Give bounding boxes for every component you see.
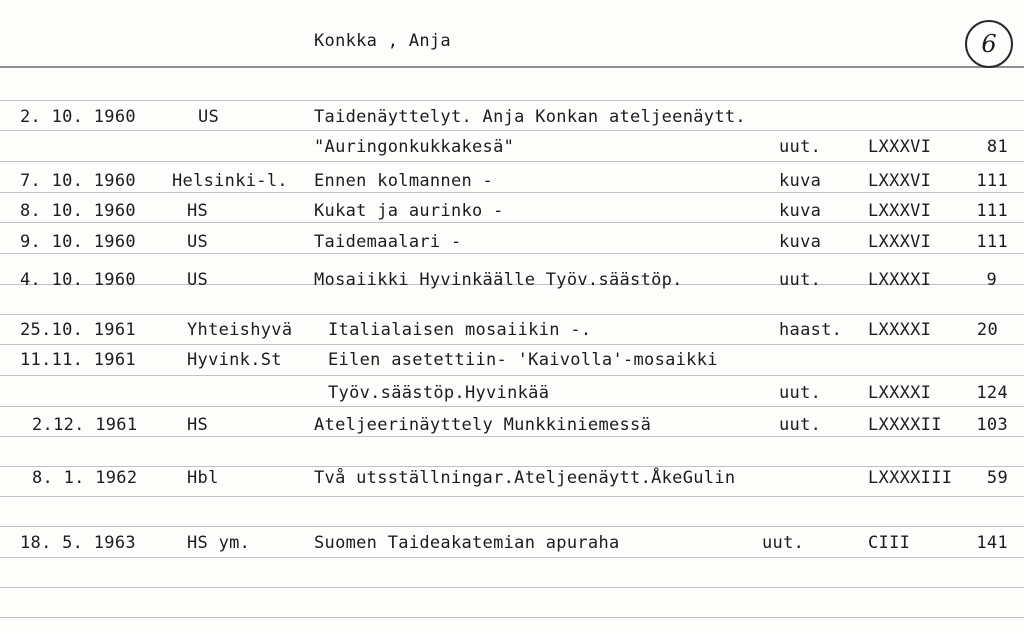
- entry-type: uut.: [779, 270, 822, 290]
- entry-page: 103: [976, 415, 1008, 435]
- entry-date: 2.12. 1961: [32, 415, 138, 435]
- ruled-line: [0, 587, 1024, 588]
- entry-date: 4. 10. 1960: [20, 270, 136, 290]
- person-name: Konkka , Anja: [314, 31, 451, 51]
- entry-date: 7. 10. 1960: [20, 171, 136, 191]
- ruled-line: [0, 375, 1024, 376]
- entry-date: 2. 10. 1960: [20, 107, 136, 127]
- entry-title: Mosaiikki Hyvinkäälle Työv.säästöp.: [314, 270, 683, 290]
- entry-volume: LXXXVI: [868, 201, 932, 221]
- entry-source: HS ym.: [187, 533, 251, 553]
- entry-source: Helsinki-l.: [172, 171, 288, 191]
- entry-volume: LXXXVI: [868, 232, 932, 252]
- card-number-circle: [965, 20, 1013, 68]
- entry-volume: LXXXXII: [868, 415, 942, 435]
- entry-page: 124: [976, 383, 1008, 403]
- entry-type: haast.: [779, 320, 843, 340]
- entry-date: 25.10. 1961: [20, 320, 136, 340]
- entry-title: Två utsställningar.Ateljeenäytt.ÅkeGulin: [314, 468, 736, 488]
- entry-page: 81: [986, 137, 1008, 157]
- entry-source: HS: [187, 201, 209, 221]
- entry-volume: LXXXXI: [868, 320, 932, 340]
- entry-title: Taidemaalari -: [314, 232, 462, 252]
- entry-volume: LXXXXIII: [868, 468, 953, 488]
- entry-volume: LXXXXI: [868, 383, 932, 403]
- ruled-line: [0, 526, 1024, 527]
- entry-source: US: [187, 232, 209, 252]
- entry-source: US: [187, 270, 209, 290]
- entry-page: 20: [976, 320, 998, 340]
- entry-source: US: [198, 107, 220, 127]
- entry-title: Ennen kolmannen -: [314, 171, 494, 191]
- entry-date: 9. 10. 1960: [20, 232, 136, 252]
- entry-date: 18. 5. 1963: [20, 533, 136, 553]
- entry-type: uut.: [779, 415, 822, 435]
- ruled-line: [0, 314, 1024, 315]
- entry-title: Työv.säästöp.Hyvinkää: [328, 383, 550, 403]
- ruled-line: [0, 344, 1024, 345]
- entry-page: 111: [976, 232, 1008, 252]
- entry-type: uut.: [779, 383, 822, 403]
- entry-volume: LXXXVI: [868, 137, 932, 157]
- entry-title: Suomen Taideakatemian apuraha: [314, 533, 620, 553]
- entry-page: 111: [976, 171, 1008, 191]
- entry-source: Hyvink.St: [187, 350, 282, 370]
- ruled-line: [0, 161, 1024, 162]
- ruled-line: [0, 406, 1024, 407]
- entry-title: Ateljeerinäyttely Munkkiniemessä: [314, 415, 652, 435]
- entry-title: Taidenäyttelyt. Anja Konkan ateljeenäytt.: [314, 107, 746, 127]
- header-rule: [0, 66, 1024, 68]
- entry-page: 141: [976, 533, 1008, 553]
- entry-volume: LXXXVI: [868, 171, 932, 191]
- ruled-line: [0, 496, 1024, 497]
- entry-title: "Auringonkukkakesä": [314, 137, 515, 157]
- entry-title: Italialaisen mosaiikin -.: [328, 320, 592, 340]
- entry-type: kuva: [779, 201, 822, 221]
- entry-title: Kukat ja aurinko -: [314, 201, 504, 221]
- ruled-line: [0, 557, 1024, 558]
- ruled-line: [0, 436, 1024, 437]
- entry-type: uut.: [779, 137, 822, 157]
- ruled-line: [0, 253, 1024, 254]
- entry-source: HS: [187, 415, 209, 435]
- entry-page: 111: [976, 201, 1008, 221]
- entry-title: Eilen asetettiin- 'Kaivolla'-mosaikki: [328, 350, 718, 370]
- ruled-line: [0, 466, 1024, 467]
- entry-date: 8. 10. 1960: [20, 201, 136, 221]
- entry-date: 11.11. 1961: [20, 350, 136, 370]
- entry-volume: CIII: [868, 533, 911, 553]
- ruled-line: [0, 192, 1024, 193]
- card-number: 6: [981, 30, 997, 58]
- entry-page: 59: [986, 468, 1008, 488]
- ruled-line: [0, 617, 1024, 618]
- ruled-line: [0, 222, 1024, 223]
- entry-volume: LXXXXI: [868, 270, 932, 290]
- entry-source: Yhteishyvä: [187, 320, 293, 340]
- ruled-line: [0, 100, 1024, 101]
- entry-type: kuva: [779, 171, 822, 191]
- ruled-line: [0, 130, 1024, 131]
- entry-date: 8. 1. 1962: [32, 468, 138, 488]
- entry-page: 9: [986, 270, 997, 290]
- entry-type: kuva: [779, 232, 822, 252]
- entry-source: Hbl: [187, 468, 219, 488]
- entry-type: uut.: [762, 533, 805, 553]
